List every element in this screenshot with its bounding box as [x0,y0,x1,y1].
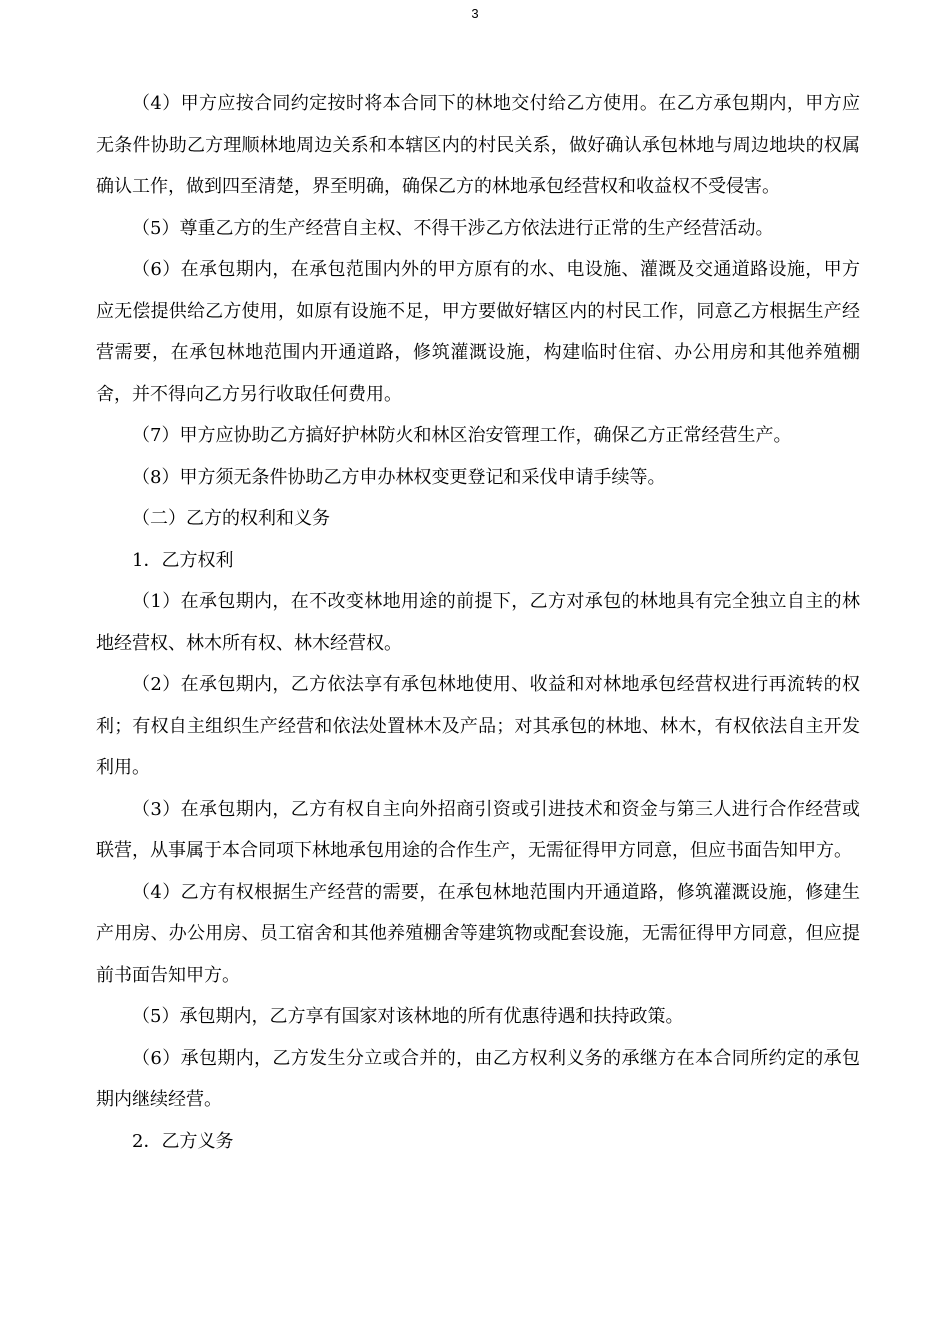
clause-a-5: （5）尊重乙方的生产经营自主权、不得干涉乙方依法进行正常的生产经营活动。 [132,217,774,239]
clause-b-rights-1: （1）在承包期内，在不改变林地用途的前提下，乙方对承包的林地具有完全独立自主的林地经营权、林木所有权、林木经营权。 [96,591,860,654]
clause-a-6: （6）在承包期内，在承包范围内外的甲方原有的水、电设施、灌溉及交通道路设施，甲方应无偿提供给乙方使用，如原有设施不足，甲方要做好辖区内的村民工作，同意乙方根据生产经营需要，在承包林地范围内开通道路，修筑灌溉设施，构建临时住宿、办公用房和其他养殖棚舍，并不得向乙方另行收取任何费用。 [96,259,860,405]
clause-b-rights-6: （6）承包期内，乙方发生分立或合并的，由乙方权利义务的承继方在本合同所约定的承包期内继续经营。 [96,1047,860,1110]
page-number: 3 [471,6,479,21]
document-body [96,83,860,1162]
clause-b-rights-4: （4）乙方有权根据生产经营的需要，在承包林地范围内开通道路，修筑灌溉设施，修建生产用房、办公用房、员工宿舍和其他养殖棚舍等建筑物或配套设施，无需征得甲方同意，但应提前书面告知甲方。 [96,881,860,986]
clause-a-4: （4）甲方应按合同约定按时将本合同下的林地交付给乙方使用。在乙方承包期内，甲方应无条件协助乙方理顺林地周边关系和本辖区内的村民关系，做好确认承包林地与周边地块的权属确认工作，做到四至清楚，界至明确，确保乙方的林地承包经营权和收益权不受侵害。 [96,93,860,197]
clause-a-8: （8）甲方须无条件协助乙方申办林权变更登记和采伐申请手续等。 [132,466,666,488]
clause-b-rights-2: （2）在承包期内，乙方依法享有承包林地使用、收益和对林地承包经营权进行再流转的权利；有权自主组织生产经营和依法处置林木及产品；对其承包的林地、林木，有权依法自主开发利用。 [96,674,860,778]
clause-b-rights-5: （5）承包期内，乙方享有国家对该林地的所有优惠待遇和扶持政策。 [132,1006,684,1027]
subheading-party-b-obligations: 2．乙方义务 [132,1130,234,1152]
subheading-party-b-rights: 1．乙方权利 [132,549,234,571]
clause-b-rights-3: （3）在承包期内，乙方有权自主向外招商引资或引进技术和资金与第三人进行合作经营或联营，从事属于本合同项下林地承包用途的合作生产，无需征得甲方同意，但应书面告知甲方。 [96,798,860,861]
section-heading-party-b: （二）乙方的权利和义务 [132,508,330,529]
clause-a-7: （7）甲方应协助乙方搞好护林防火和林区治安管理工作，确保乙方正常经营生产。 [132,425,792,446]
